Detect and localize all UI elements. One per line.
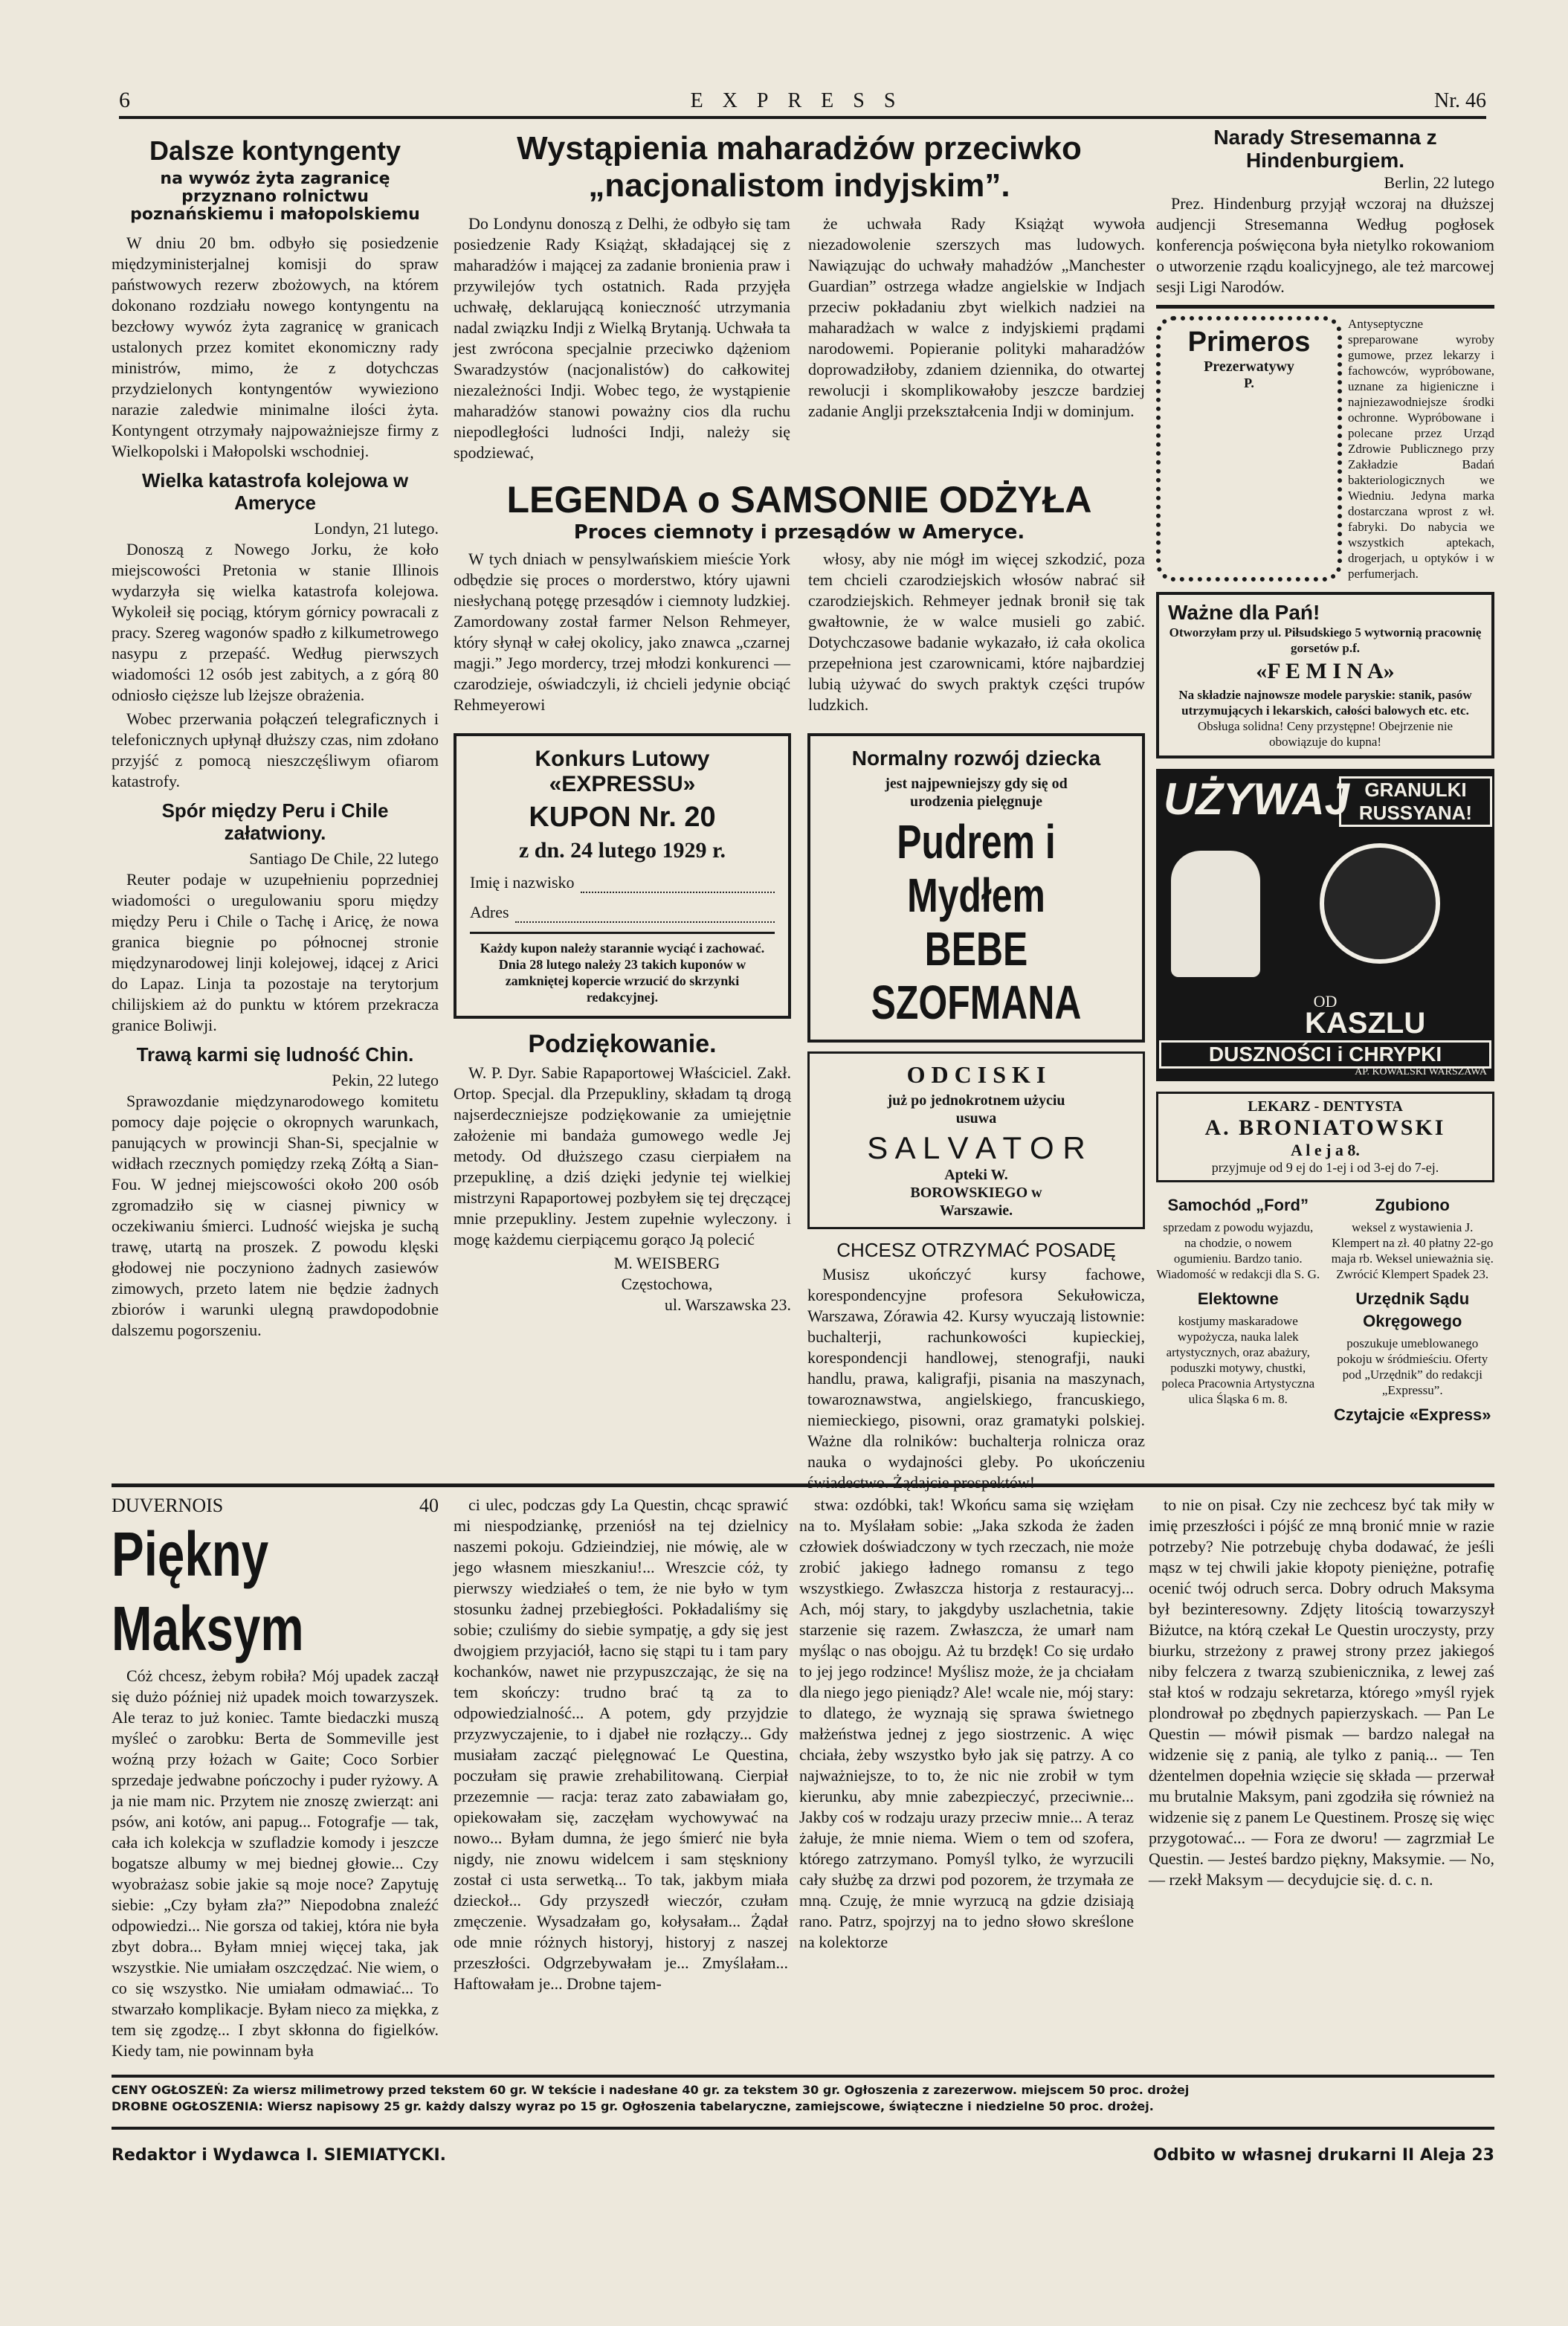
ad-body: W. P. Dyr. Sabie Rapaportowej Właściciel. Zakł. Ortop. Specjal. dla Przepukliny, składam tą drogą najserdeczniejsze podziękowanie za umiejętnie założenie mi bandaża gumowego wedle Jej metody. Od dłuższego czasu cierpiałem na przepuklinę, a dziś dzięki jedynie tej wielkiej mistrzyni Rapaportowej pozbyłem się tej dręczącej mnie przepukliny. Jestem zupełnie wyleczony. i mogę każdemu cierpiącemu gorąco Ją polecić (454, 1063, 791, 1249)
price-info (112, 2075, 1494, 2115)
article-body: Prez. Hindenburg przyjął wczoraj na dłuższej audjencji Stresemanna Według pogłosek konferencja poświęcona była nietylko rokowaniom o utworzenie rządu koalicyjnego, ale też marcowej sesji Ligi Narodów. (1156, 193, 1494, 296)
coupon-number: KUPON Nr. 20 (529, 802, 716, 833)
serial-author: DUVERNOIS (112, 1495, 224, 1516)
ad-label: LEKARZ - DENTYSTA (1248, 1098, 1403, 1115)
ad-headline: O D C I S K I (906, 1061, 1046, 1088)
page-number: 6 (119, 88, 130, 112)
ad-title: Czytajcie «Express» (1333, 1405, 1491, 1424)
article-body: Donoszą z Nowego Jorku, że koło miejscowości Pretonia w stanie Illinois wydarzyła się wielka katastrofa kolejowa. Wykoleił się pociąg, którym górnicy powracali z pracy. Szereg wagonów spadło z kilkumetrowego nasypu z przepaść. Według pierwszych wiadomości 12 osób jest zabitych, a z górą 80 odniosło cięższe lub lżejsze obrażenia. (112, 539, 439, 704)
article-title: Wielka katastrofa kolejowa w Ameryce (141, 468, 409, 514)
femina-ad (1156, 592, 1494, 758)
coupon-column (454, 733, 791, 1496)
article-columns (454, 213, 1145, 466)
ads-row (454, 733, 1145, 1496)
article-body: Do Londynu donoszą z Delhi, że odbyło się tam posiedzenie Rady Książąt, składającej się z maharadżów i mającej za zadanie bronienia praw i przywilejów tych ostatnich. Rada przyjęła uchwałę, deklarującą konieczność utrzymania nadal związku Indji z Wielką Brytanją. Uchwała ta jest zwrócona specjalnie przeciwko dążeniom Swaradzystów (nacjonalistów) do całkowitej niezależności Indji. Wobec tego, że wystąpienie maharadżów stanowi poważny cios dla ruchu niepodległości ludności Indji, należy się spodziewać, (454, 214, 790, 462)
article-title: LEGENDA o SAMSONIE ODŻYŁA (506, 479, 1092, 521)
article-title: Wystąpienia maharadżów przeciwko „nacjonalistom indyjskim”. (517, 130, 1082, 204)
article-body: włosy, aby nie mógł im więcej szkodzić, poza tem chcieli czarodziejskich włosów nabrać sił czarodziejskich. Rehmeyer jednak bronił się tak gwałtownie, że w walce musieli go zabić. Dotychczasowe badanie wykazało, iż cała okolica przepełniona jest czarownicami, które najbardziej lubią używać do swych praktyk części trupów ludzkich. (808, 550, 1145, 714)
price-text: Za wiersz milimetrowy przed tekstem 60 gr. W tekście i nadesłane 40 gr. za tekstem 30 gr. Ogłoszenia z zarezerwow. miejscem 50 proc. drożej (232, 2083, 1190, 2097)
ad-text: już po jednokrotnem użyciu usuwa (887, 1092, 1065, 1127)
price-label: CENY OGŁOSZEŃ: (112, 2083, 229, 2097)
coupon-box (454, 733, 791, 1019)
dentist-ad (1156, 1092, 1494, 1182)
serial-episode: 40 (419, 1495, 439, 1516)
ad-title: CHCESZ OTRZYMAĆ POSADĘ (836, 1239, 1116, 1261)
dateline: Berlin, 22 lutego (1384, 173, 1494, 192)
divider (1156, 305, 1494, 309)
serial-text: to nie on pisał. Czy nie zechcesz być tak miły w imię przeszłości i pójść ze mną bronić mnie w razie potrzeby? Nie potrzebuję chyba dodawać, że jeśli mąsz w tej chwili jakie kłopoty pieniężne, potrafię ocenić twój odruch serca. Dobry odruch Maksyma był bezinteresowny. Zdjęty litością towarzyszył Biżutce, na którą czekał Le Questin uroczysty, przy biurku, strzeżony z prawej strony przez jakiegoś niby felczera z twarzą szubienicznika, z lewej zaś stał ktoś w rodzaju sekretarza, którego »myśl ryjek plondrował po zbędnych papierzyskach. — Pan Le Questin — mówił pismak — bardzo nalegał na widzenie się z panią, ale tylko z panią... — Ten dżentelmen dopełnia wzięcie się składa — przerwał mu brutalnie Maksym, pani zgodziła się również na widzenie się z panem Le Questinem. Proszę się więc przygotować... — Fora ze dworu! — zagrzmiał Le Questin. — Jesteś bardzo piękny, Maksymie. — No, — rzekł Maksym — decydujcie się. d. c. n. (1149, 1495, 1494, 1889)
ad-hours: przyjmuje od 9 ej do 1-ej i od 3-ej do 7-ej. (1211, 1159, 1439, 1175)
article-subtitle: Proces ciemnoty i przesądów w Ameryce. (573, 521, 1025, 544)
name-field[interactable] (581, 875, 775, 893)
ad-text: kostjumy maskaradowe wypożycza, nauka lalek artystycznych, oraz abażury, poduszki motywy, chustki, poleca Pracownia Artystyczna ulica Śląska 6 m. 8. (1161, 1313, 1315, 1406)
signature-city: Częstochowa, (621, 1275, 713, 1294)
ad-brand: BEBE SZOFMANA (871, 922, 1082, 1029)
ad-text: KASZLU (1305, 1006, 1426, 1040)
center-columns (454, 130, 1145, 1492)
serial-text: Cóż chcesz, żebym robiła? Mój upadek zaczął się dużo później niż upadek moich towarzyszek. Ale teraz to już koniec. Tamte biedaczki muszą myśleć o zarobku: Berta de Sommeville jest woźną przy łożach w Gaite; Coco Sorbier sprzedaje jedwabne pończochy i puder ryżowy. A ja nie mam nic. Przytem nie znoszę zwierząt: ani psów, ani kotów, ani papug... Fotografje — tak, cała ich kolekcja w szufladzie komody i jeszcze bogatsze albumy w mej biednej głowie... Czy wyobrażasz sobie jakie są moje noce? Zapytuję siebie: „Czy byłam zła?” Niepodobna znaleźć odpowiedzi... Nie gorsza od takiej, która nie była zbyt dobra... Byłam mniej więcej taka, jak wszystkie. Nie umiałam oszczędzać. Nie wiem, o co się wszystko. Nie umiałam odmawiać... To stwarzało komplikacje. Byłam nieco za miękka, z tem się zgodzę... I zbyt skłonna do figielków. Kiedy tam, nie powinnam była (112, 1666, 439, 2060)
editor-line: Redaktor i Wydawca I. SIEMIATYCKI. (112, 2146, 447, 2165)
ad-brand: «F E M I N A» (1256, 658, 1395, 683)
serial-column-2 (454, 1495, 788, 2030)
ad-headline: Normalny rozwój dziecka (851, 747, 1101, 770)
salvator-ad (807, 1051, 1145, 1229)
article-body: że uchwała Rady Książąt wywoła niezadowolenie szerszych mas ludowych. Nawiązując do uchwały mahadżów „Manchester Guardian” ostrzega władze angielskie w Indjach przeciw pokładaniu zbyt wielkich nadziei na maharadżach w walce z indyjskiemi prądami narodowemi. Popieranie polityki maharadżów doprowadziłoby, zdaniem dziennika, do otwartej rewolucji i skomplikowałoby jeszcze bardziej zadanie Anglji przekształcenia Indji w dominjum. (808, 214, 1145, 420)
serial-column-3 (799, 1495, 1134, 2030)
granulki-ad (1156, 769, 1494, 1081)
ad-headline: Ważne dla Pań! (1168, 600, 1320, 624)
small-ads-price-line (112, 2098, 1494, 2115)
coupon-address-row (470, 902, 775, 923)
ad-vendor: Apteki W. BOROWSKIEGO w Warszawie. (910, 1167, 1042, 1219)
page-header (119, 82, 1486, 119)
right-column (1156, 126, 1494, 1472)
price-label: DROBNE OGŁOSZENIA: (112, 2099, 263, 2113)
figure-illustration (1171, 851, 1260, 977)
serial-column-1 (112, 1495, 439, 2060)
small-ads-right (1331, 1191, 1495, 1429)
serial-column-4 (1149, 1495, 1494, 2030)
ad-title: Urzędnik Sądu Okręgowego (1355, 1289, 1470, 1330)
bebe-ad (807, 733, 1145, 1043)
coupon-note: Każdy kupon należy starannie wyciąć i zachować. Dnia 28 lutego należy 23 takich kuponów w zamkniętej kopercie wrzucić do skrzynki redakcyjnej. (480, 941, 765, 1005)
serial-text: ci ulec, podczas gdy La Questin, chcąc sprawić mi niespodziankę, przeniósł na tej dzielnicy naszemi pokoju. Gdzieindziej, nie mówię, ale w jego własnem mieszkaniu!... Wreszcie cóż, ty pierwszy wiedziałeś o tem, że nie było w tym stosunku żadnej przebiegłości. Pokładaliśmy się sobie; czuliśmy do siebie sympatję, a gdy się jest dwojgiem przyjaciół, łacno się stąpi tu i tam pary kochanków, nawet nie przypuszczając, że się na tem skończy: trudno brać tą za to odpowiedzialność... A potem, gdy przyjdzie przyzwyczajenie, to i djabeł nie rozłączy... Gdy musiałam zacząć pielęgnować Le Questina, poczułam się prawie zrehabilitowaną. Cierpiał przezemnie — racja: teraz zato zabawiałam go, opiekowałam się, zaczęłam wychowywać na nowo... Byłam dumna, że jego śmierć nie była nigdy, nie znowu widelcem i sam stęskniony został ci usta serwetką... To tak, jakbym miała dzieckoł... Gdy przyszedł wieczór, czułam zmęczenie. Wysadzałam go, kołysałam... Żądał ode mnie różnych historyj, historyj z naszej przeszłości. Odgrzebywałam je... Zmyślałam... Haftowałam je... Drobne tajem- (454, 1495, 788, 1993)
article-body: W dniu 20 bm. odbyło się posiedzenie międzyministerjalnej komisji do spraw państwowych rezerw zbożowych, na którem dokonano rozdziału nowego kontyngentu na bezcłowy wywóz żyta zagranicę w granicach ustalonych przez komitet ekonomiczny rady ministrów, mimo, że z dotychczas przydzielonych kontyngentów wywieziono narazie zaledwie minimalne ilości żyta. Kontyngent otrzymały najpoważniejsze firmy z Wielkopolski i Małopolski wschodniej. (112, 233, 439, 460)
price-line (112, 2082, 1494, 2098)
ad-text: sprzedam z powodu wyjazdu, na chodzie, o nowem ogumieniu. Bardzo tanio. Wiadomość w redakcji dla S. G. (1156, 1220, 1320, 1281)
left-column (112, 130, 439, 1461)
dateline: Pekin, 22 lutego (332, 1070, 439, 1089)
article-title: Trawą karmi się ludność Chin. (136, 1043, 414, 1066)
ad-product: GRANULKI RUSSYANA! (1339, 776, 1492, 827)
serial-title: Piękny Maksym (112, 1519, 304, 1663)
ad-text: OD (1313, 991, 1338, 1011)
ad-title: Elektowne (1197, 1289, 1279, 1308)
address-field[interactable] (515, 905, 775, 923)
ad-product: S A L V A T O R (867, 1130, 1085, 1165)
imprint (112, 2127, 1494, 2165)
article-body: Wobec przerwania połączeń telegraficznych i telefonicznych upłynął dłuższy czas, nim zdołano przyjść z pomocą nieszczęśliwym ofiarom katastrofy. (112, 709, 439, 790)
article-title: Spór między Peru i Chile załatwiony. (161, 799, 389, 844)
signature-name: M. WEISBERG (613, 1254, 720, 1273)
brand-mark: P. (1244, 375, 1254, 390)
brand-name: Primeros (1187, 326, 1311, 358)
ad-headline: UŻYWAJ (1164, 773, 1350, 824)
article-body: Sprawozdanie międzynarodowego komitetu pomocy daje pojęcie o okropnych warunkach, panujących w prowincji Shan-Si, specjalnie w widłach rzecznych pomiędzy rzeką Zółtą a Sian-Fou. W jednej miejscowości około 200 osób zgromadziło się w ciasnej piwnicy w oczekiwaniu śmierci. Ludność wiejska je suchą trawę, utartą na proszek. Z powodu klęski głodowej nie poczyniono żadnych zasiewów zimowych, przeto latem nie będzie żadnych zbiorów i warunki ulegną prawdopodobnie dalszemu pogorszeniu. (112, 1091, 439, 1339)
brand-product: Prezerwatywy (1204, 358, 1294, 375)
seal-illustration (1320, 843, 1440, 964)
ads-right-column (807, 733, 1145, 1496)
primeros-ad (1156, 316, 1494, 582)
issue-number: Nr. 46 (1434, 89, 1486, 112)
ad-title: Podziękowanie. (528, 1030, 717, 1058)
divider (470, 932, 775, 934)
ad-body: Musisz ukończyć kursy fachowe, korespondencyjne profesora Sekułowicza, Warszawa, Zórawia 42. Kursy wyuczają listownie: buchalterji, rachunkowości kupieckiej, korespondencji handlowej, stenografji, nauki handlu, prawa, kaligrafji, pisania na maszynach, towaroznawstwa, angielskiego, francuskiego, niemieckiego, pisowni, oraz gramatyki polskiej. Ważne dla rolników: buchalterja rolnicza oraz nauka o wydajności gleby. Po ukończeniu świadectwo. Żądajcie prospektów! (807, 1264, 1145, 1492)
primeros-logo (1156, 316, 1342, 582)
ad-text: Obsługa solidna! Ceny przystępne! Obejrzenie nie obowiązuje do kupna! (1197, 718, 1454, 749)
ad-title: Zgubiono (1375, 1195, 1450, 1214)
ad-text: poszukuje umeblowanego pokoju w śródmieściu. Oferty pod „Urzędnik” do redakcji „Expressu”. (1337, 1336, 1488, 1397)
serial-text: stwa: ozdóbki, tak! Wkońcu sama się wzięłam na to. Myślałam sobie: „Jaka szkoda że żaden człowiek doświadczony w tych rzeczach, nie może zrobić jakiego ładnego romansu z tego wszystkiego. Zwłaszcza historja z restauracyj... Ach, mój stary, to jakgdyby uszlachetnia, takie starzenie się razem. Zwłaszcza, że umarł nam myśląc o nas obojgu. Aż tu brzdęk! Co się urdało to jej jego rodzince! Myślisz może, że ja chciałam dla niego jego pieniądz? Ale! wcale nie, mój stary: to dlatego, że wyznają się sprawa świetnego małżeństwa jednej z jego siostrzenic. A więc chciała, żeby wszystko było jak się patrzy. A co najważniejsze, to to, że nic nie zrobił w tym kierunku, aby mnie zabezpieczyć, przeciwnie... Jakby coś w rodzaju urazy przeciw mnie... A teraz żałuje, że mnie niema. Wiem o tem od szofera, którego zatrzymano. Pomyśl tylko, że wyrzucili cały służbę za drzwi pod pozorem, że trzymała ze mną. Czuję, że mnie wyrzucą na gdzie dzisiają rano. Patrz, spojrzyj na to jedno słowo skreślone na kolektorze (799, 1495, 1134, 1951)
coupon-name-row (470, 872, 775, 893)
serial-byline (112, 1495, 439, 1517)
dateline: Londyn, 21 lutego. (314, 518, 439, 538)
article-title: Dalsze kontyngenty (149, 135, 401, 166)
small-ads (1156, 1191, 1494, 1429)
ad-text: Antyseptyczne spreparowane wyroby gumowe, przez lekarzy i fachowców, wypróbowane, uznane za higieniczne i najniezawodniejsze środki ochronne. Wypróbowane i polecane przez Urząd Zdrowie Publicznego przy Zakładzie Badań bakteriologicznych we Wiedniu. Jedyna marka dostarczana wprost z wł. fabryki. Do nabycia we wszystkich aptekach, drogerjach, u optyków i w perfumerjach. (1348, 316, 1494, 581)
ad-text: DUSZNOŚCI i CHRYPKI (1159, 1040, 1491, 1069)
section-divider (112, 1483, 1494, 1487)
article-subtitle: na wywóz żyta zagranicę przyznano rolnictwu poznańskiemu i małopolskiemu (130, 169, 420, 224)
ad-vendor: AP. KOWALSKI WARSZAWA (1355, 1066, 1487, 1077)
ad-text: Otworzyłam przy ul. Piłsudskiego 5 wytwornią pracownię gorsetów p.f. (1169, 625, 1482, 655)
coupon-address-label: Adres (470, 903, 509, 921)
printer-line: Odbito w własnej drukarni II Aleja 23 (1153, 2146, 1494, 2165)
coupon-name-label: Imię i nazwisko (470, 873, 575, 892)
small-ads-left (1156, 1191, 1320, 1429)
article-body: Reuter podaje w uzupełnieniu poprzedniej wiadomości o uregulowaniu sporu między między Peru i Chile o Tachę i Aricę, że nowa granica biegnie po północnej stronie międzynarodowej linji kolejowej, idącej z Arici do Lapaz. Linja ta pozostaje na terytorjum chilijskiem aż do punktu w którem przekracza granice Boliwji. (112, 869, 439, 1034)
ad-title: Samochód „Ford” (1167, 1195, 1309, 1214)
ad-text: Na składzie najnowsze modele paryskie: stanik, pasów utrzymujących i lekarskich, całości balowych etc. etc. (1178, 687, 1472, 718)
coupon-date: z dn. 24 lutego 1929 r. (518, 838, 726, 863)
coupon-headline: Konkurs Lutowy «EXPRESSU» (535, 747, 710, 796)
price-text: Wiersz napisowy 25 gr. każdy dalszy wyraz po 15 gr. Ogłoszenia tabelaryczne, zamiejscowe, świąteczne i niedzielne 50 proc. drożej. (267, 2099, 1154, 2113)
article-title: Narady Stresemanna z Hindenburgiem. (1213, 126, 1437, 172)
ad-address: A l e j a 8. (1291, 1140, 1360, 1159)
article-columns (454, 549, 1145, 718)
signature-address: ul. Warszawska 23. (664, 1295, 791, 1315)
ad-product: Pudrem i Mydłem (897, 815, 1056, 922)
masthead: EXPRESS (690, 89, 915, 112)
ad-text: jest najpewniejszy gdy się od urodzenia pielęgnuje (885, 776, 1068, 810)
article-body: W tych dniach w pensylwańskiem mieście York odbędzie się proces o morderstwo, który ujawni niesłychaną potęgę przesądów i ciemnoty ludzkiej. Zamordowany został farmer Nelson Rehmeyer, który słynął w całej okolicy, jako znawca „czarnej magji.” Jego mordercy, trzej młodzi konkurenci — czarodzieje, oświadczyli, iż chcieli jedynie obciąć Rehmeyerowi (454, 550, 790, 714)
ad-name: A. BRONIATOWSKI (1204, 1115, 1446, 1140)
ad-text: weksel z wystawienia J. Klempert na zł. 40 płatny 22-go maja rb. Weksel unieważnia się. Zwrócić Klempert Spadek 23. (1331, 1220, 1494, 1281)
dateline: Santiago De Chile, 22 lutego (249, 848, 439, 868)
